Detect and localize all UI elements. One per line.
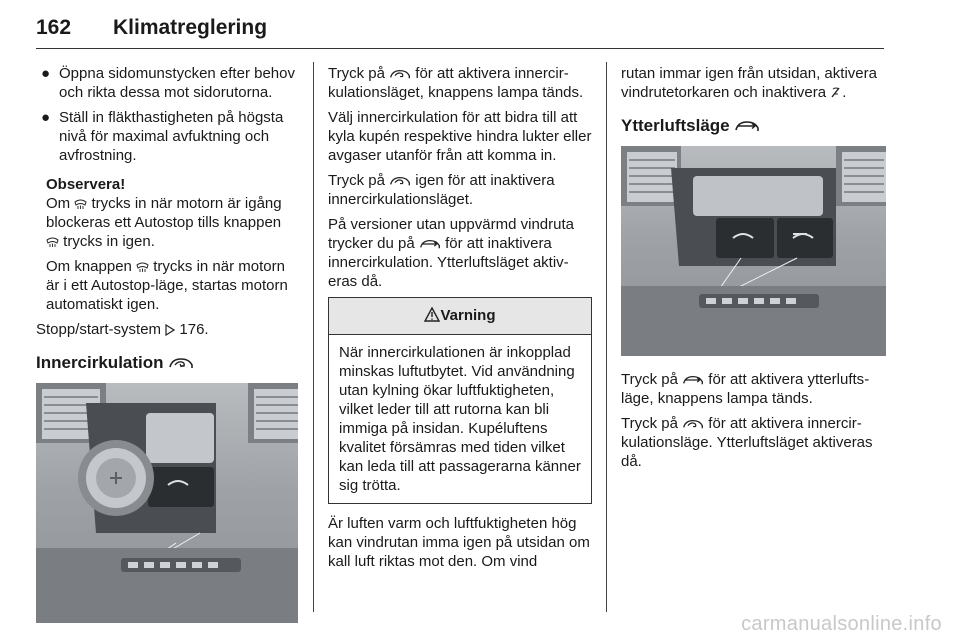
- column-divider: [313, 62, 314, 612]
- dashboard-photo-outside-air: [621, 146, 886, 356]
- recirculation-icon: [389, 175, 411, 187]
- section-title-recirculation: Innercirkulation: [36, 353, 298, 373]
- note-block: Observera! Om trycks in när motorn är igång blockeras ett Autostop tills knappen trycks in igen. Om knappen trycks in när motorn är i ett Autostop-läge, startas motorn automatiskt igen.: [36, 175, 298, 314]
- note-title: Observera!: [46, 176, 126, 193]
- recirculation-icon: [168, 356, 194, 370]
- page-number: 162: [36, 16, 72, 39]
- front-defrost-icon: [74, 197, 87, 210]
- outside-air-icon: [419, 238, 441, 250]
- paragraph: Är luften varm och luftfuktigheten hög kan vindrutan imma igen på utsidan om kall luft riktas mot den. Om vind: [328, 515, 590, 570]
- warning-text: När innercirkulationen är inkopplad minskas luftutbytet. Vid användning utan kylning ökar luftfuktigheten, vilket leder till att rutorna kan bli immiga på insidan. Kupéluftens kvalitet försämras med tiden vilket kan leda till att passagerarna känner sig trötta.: [339, 344, 581, 494]
- warning-box: [328, 297, 592, 504]
- chapter-title: Klimatreglering: [113, 16, 268, 39]
- front-defrost-icon: [46, 235, 59, 248]
- column-1: [36, 64, 298, 623]
- outside-air-icon: [734, 119, 760, 133]
- reference-arrow-icon: [165, 324, 175, 336]
- section-title-outside-air: Ytterluftsläge: [621, 116, 886, 136]
- header-rule: [36, 48, 884, 49]
- column-3: rutan immar igen från utsidan, aktivera vindrutetorkaren och inaktivera . Ytterluftsläge Tryck på för att aktivera ytterluftsläge, knappens lampa tänds. Tryck på för att aktivera innercirkulationsläge. Ytterluftsläget aktiveras då.: [621, 64, 886, 477]
- list-item: ● Öppna sidomunstycken efter behov och rikta dessa mot sidorutorna.: [41, 65, 295, 101]
- list-item: ● Ställ in fläkthastigheten på högsta nivå för maximal avfuktning och avfrostning.: [41, 109, 284, 164]
- warning-triangle-icon: [424, 307, 440, 322]
- cross-reference[interactable]: Stopp/start-system 176.: [36, 321, 209, 338]
- column-2: Tryck på för att aktivera innercirkulationsläget, knappens lampa tänds. Välj innercirkulation för att bidra till att kyla kupén respektive hindra lukter eller avgaser utanför från att komma in. Tryck på igen för att inaktivera innercirkulationsläget. På versioner utan uppvärmd vindruta trycker du på för att inaktivera innercirkulation. Ytterluftsläget aktiveras då. Varning När innercirkulationen är inkopplad minskas luftutbytet. Vid användning utan kylning ökar luftfuktigheten, vilket leder till att rutorna kan bli immiga på insidan. Kupéluftens kvalitet försämras med tiden vilket kan leda till att passagerarna känner sig trötta. Är luften varm och luftfuktigheten hög kan vindrutan imma igen på utsidan om kall luft riktas mot den. Om vind: [328, 65, 592, 570]
- wiper-icon: [830, 85, 842, 99]
- warning-header: Varning: [329, 298, 591, 335]
- page-header: [36, 14, 884, 50]
- dashboard-photo-recirculation: [36, 383, 298, 623]
- recirculation-icon: [682, 418, 704, 430]
- recirculation-icon: [389, 68, 411, 80]
- column-divider: [606, 62, 607, 612]
- paragraph: Välj innercirkulation för att bidra till att kyla kupén respektive hindra lukter eller avgaser utanför från att komma in.: [328, 109, 592, 164]
- outside-air-icon: [682, 374, 704, 386]
- front-defrost-icon: [136, 260, 149, 273]
- watermark: carmanualsonline.info: [741, 613, 942, 635]
